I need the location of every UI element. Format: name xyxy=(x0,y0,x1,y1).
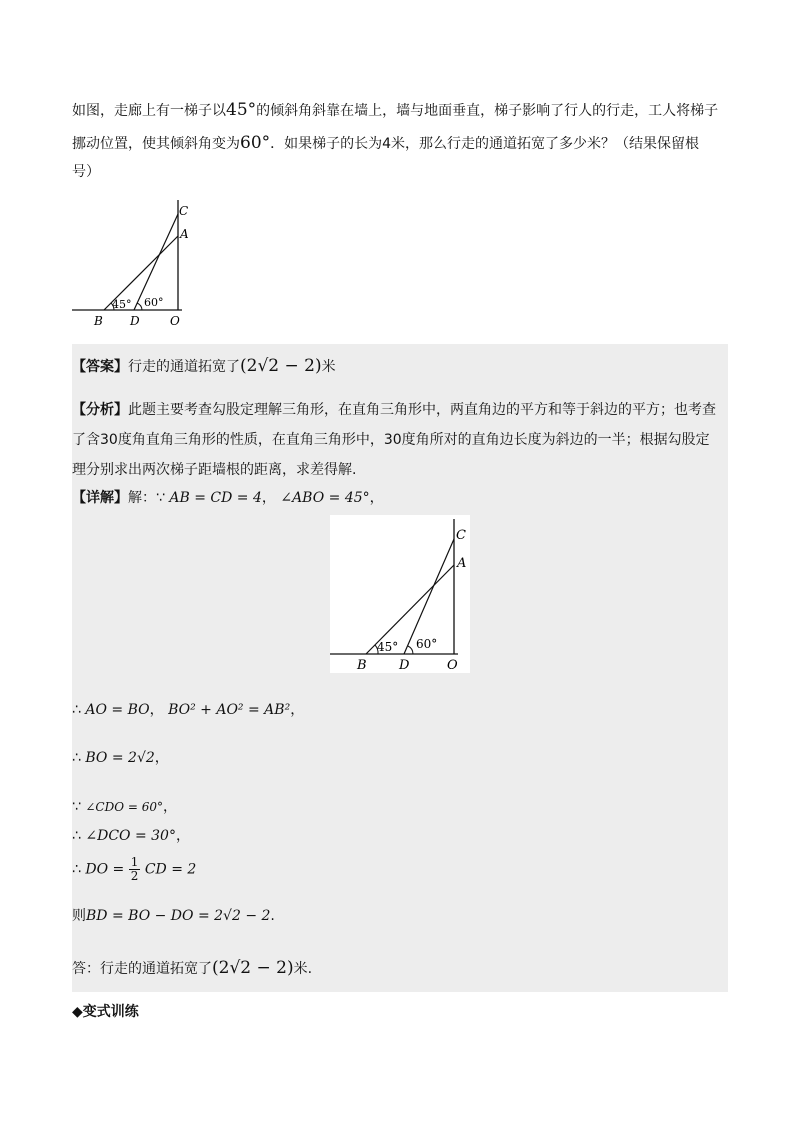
therefore-symbol: ∴ xyxy=(72,750,81,766)
step-1: ∴ AO = BO， BO² + AO² = AB²， xyxy=(72,702,305,718)
step-6-prefix: 则 xyxy=(72,908,86,924)
section-heading: ◆变式训练 xyxy=(72,1004,139,1020)
label-angle-60: 60° xyxy=(416,637,438,651)
given-angle: ∠ABO = 45° xyxy=(280,490,370,506)
label-d: D xyxy=(130,314,140,328)
therefore-symbol: ∴ xyxy=(72,828,81,844)
step-6: 则BD = BO − DO = 2√2 − 2. xyxy=(72,908,275,924)
step-2: ∴ BO = 2√2， xyxy=(72,750,169,766)
angle-arc-60 xyxy=(137,303,142,310)
label-o: O xyxy=(447,658,458,673)
fraction-numerator: 1 xyxy=(130,855,139,869)
fraction-one-half xyxy=(129,856,141,883)
answer-label: 【答案】 xyxy=(72,359,128,375)
step-4-equation: ∠DCO = 30° xyxy=(85,828,176,844)
analysis-label: 【分析】 xyxy=(72,402,128,418)
step-1-equation-b: BO² + AO² = AB² xyxy=(168,702,291,718)
problem-line-1 xyxy=(72,100,718,121)
given-equal-sides: AB = CD = 4 xyxy=(169,490,262,506)
label-o: O xyxy=(170,314,180,328)
label-a: A xyxy=(457,556,467,571)
label-angle-45: 45° xyxy=(112,298,132,311)
step-4: ∴ ∠DCO = 30°， xyxy=(72,828,190,844)
detail-label: 【详解】 xyxy=(72,490,128,506)
analysis-line-2: 了含30度角直角三角形的性质，在直角三角形中，30度角所对的直角边长度为斜边的一半；根据勾股定 xyxy=(72,432,710,448)
step-3-equation: ∠CDO = 60° xyxy=(85,800,164,814)
label-b: B xyxy=(357,658,367,673)
therefore-symbol: ∴ xyxy=(72,861,81,878)
analysis-line-1 xyxy=(72,400,716,420)
answer-text: 行走的通道拓宽了 xyxy=(128,359,240,375)
final-answer-expression: (2√2 − 2) xyxy=(212,958,294,978)
label-a: A xyxy=(180,227,189,241)
because-symbol: ∵ xyxy=(72,799,81,815)
ladder-figure-detail xyxy=(330,515,470,673)
final-answer-line xyxy=(72,958,312,979)
detail-line-1: 【详解】解：∵ AB = CD = 4， ∠ABO = 45°， xyxy=(72,490,384,506)
answer-expression: (2√2 − 2) xyxy=(240,356,322,376)
step-5 xyxy=(72,856,196,883)
label-d: D xyxy=(399,658,410,673)
step-5-rhs: CD = 2 xyxy=(144,861,197,878)
step-6-equation: BD = BO − DO = 2√2 − 2 xyxy=(86,908,271,924)
step-2-equation: BO = 2√2 xyxy=(85,750,155,766)
step-3: ∵ ∠CDO = 60°， xyxy=(72,799,178,815)
problem-text: 如图，走廊上有一梯子以 xyxy=(72,103,226,119)
final-answer-text: 答：行走的通道拓宽了 xyxy=(72,961,212,977)
fraction-denominator: 2 xyxy=(130,869,139,883)
final-answer-unit: 米. xyxy=(293,961,313,977)
problem-text: 的倾斜角斜靠在墙上，墙与地面垂直，梯子影响了行人的行走，工人将梯子 xyxy=(256,103,719,119)
analysis-text: 此题主要考查勾股定理解三角形，在直角三角形中，两直角边的平方和等于斜边的平方；也考查 xyxy=(128,402,716,418)
detail-intro: 解：∵ xyxy=(128,490,165,506)
answer-line xyxy=(72,356,336,377)
answer-unit: 米 xyxy=(321,359,336,375)
label-angle-45: 45° xyxy=(377,640,399,654)
problem-line-3: 号） xyxy=(72,164,100,180)
label-c: C xyxy=(179,204,189,218)
problem-text: ．如果梯子的长为4米，那么行走的通道拓宽了多少米？（结果保留根 xyxy=(270,136,700,152)
problem-text: 挪动位置，使其倾斜角变为 xyxy=(72,136,240,152)
label-angle-60: 60° xyxy=(144,296,164,309)
step-5-lhs: DO = xyxy=(85,861,125,878)
figure-background xyxy=(330,515,470,673)
problem-line-2 xyxy=(72,133,699,154)
angle-60: 60° xyxy=(240,133,271,153)
ladder-figure xyxy=(70,196,200,330)
step-1-equation-a: AO = BO xyxy=(85,702,150,718)
therefore-symbol: ∴ xyxy=(72,702,81,718)
analysis-line-3: 理分别求出两次梯子距墙根的距离，求差得解. xyxy=(72,462,357,478)
label-b: B xyxy=(94,314,103,328)
label-c: C xyxy=(456,528,466,543)
angle-45: 45° xyxy=(226,100,257,120)
